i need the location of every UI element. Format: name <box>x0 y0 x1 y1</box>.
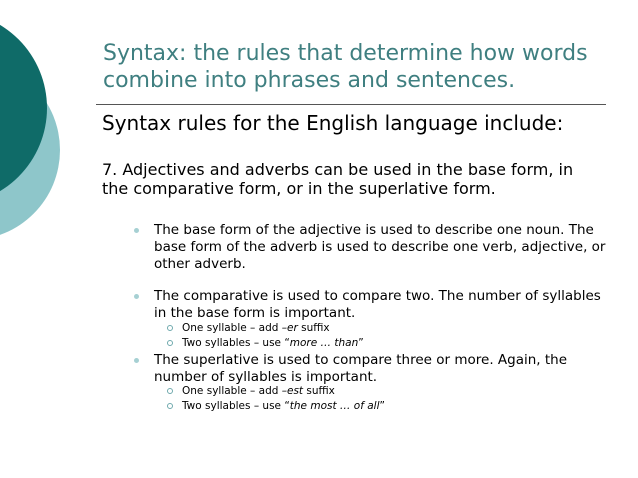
bullet-ring-icon <box>167 325 173 331</box>
bullet-text: The comparative is used to compare two. The number of syllables in the base form is important. <box>154 288 601 321</box>
bullet-text: The superlative is used to compare three or more. Again, the number of syllables is important. <box>154 352 568 385</box>
bullet-ring-icon <box>167 340 173 346</box>
sub-bullet-superlative-one: One syllable – add –est suffix <box>182 385 602 398</box>
bullet-dot-icon <box>134 294 139 299</box>
bullet-text: The base form of the adjective is used to describe one noun. The base form of the adverb is used to describe one verb, adjective, or other adverb. <box>154 222 606 272</box>
numbered-item: 7. Adjectives and adverbs can be used in the base form, in the comparative form, or in the superlative form. <box>102 160 574 198</box>
decorative-circles <box>0 0 80 260</box>
bullet-ring-icon <box>167 388 173 394</box>
bullet-dot-icon <box>134 228 139 233</box>
title-divider <box>96 104 606 105</box>
slide-title: Syntax: the rules that determine how words combine into phrases and sentences. <box>103 41 588 93</box>
bullet-dot-icon <box>134 358 139 363</box>
sub-bullet-comparative-one: One syllable – add –er suffix <box>182 322 602 335</box>
subheading: Syntax rules for the English language include: <box>102 111 564 135</box>
bullet-base-form <box>154 222 614 273</box>
bullet-comparative <box>154 288 614 322</box>
bullet-superlative <box>154 352 614 386</box>
sub-bullet-comparative-two: Two syllables – use “more … than” <box>182 337 602 350</box>
bullet-ring-icon <box>167 403 173 409</box>
sub-bullet-superlative-two: Two syllables – use “the most … of all” <box>182 400 602 413</box>
